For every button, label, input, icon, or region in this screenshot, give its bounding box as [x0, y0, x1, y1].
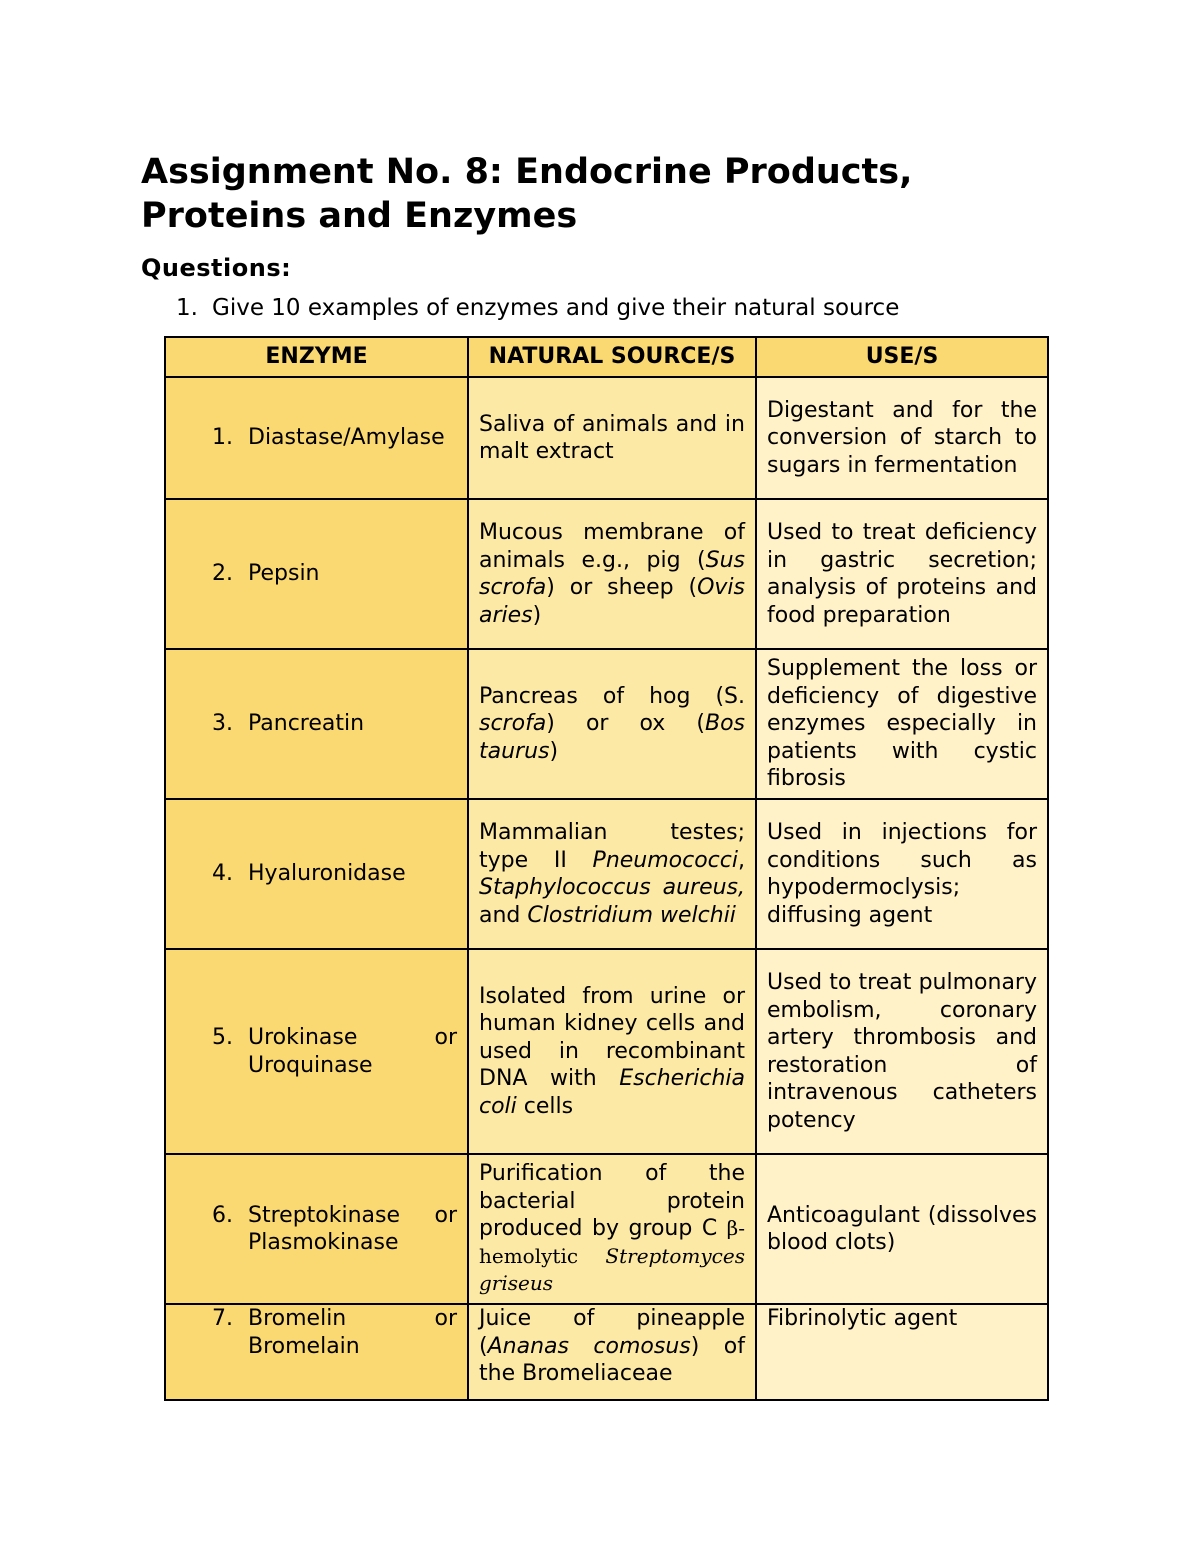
enzyme-name: Streptokinase or Plasmokinase	[248, 1202, 457, 1255]
species-name: Clostridium welchii	[527, 902, 736, 928]
header-source: NATURAL SOURCE/S	[468, 337, 756, 377]
species-name: Streptomyces griseus	[479, 1243, 745, 1296]
enzyme-name: Urokinase or Uroquinase	[248, 1025, 457, 1078]
source-cell	[468, 649, 756, 799]
enzyme-cell	[165, 949, 468, 1154]
page-title	[141, 150, 1101, 238]
source-text: ) or sheep (	[546, 575, 698, 600]
species-name: Staphylococcus aureus,	[479, 875, 745, 900]
table-row	[165, 799, 1048, 949]
enzyme-name: Hyaluronidase	[248, 861, 406, 887]
use-cell: Used in injections for conditions such as hypodermoclysis; diffusing agent	[756, 799, 1048, 949]
question-number: 1.	[176, 295, 198, 321]
row-number: 2.	[212, 561, 233, 587]
table-row	[165, 649, 1048, 799]
question-1	[176, 295, 899, 321]
row-number: 7.	[212, 1306, 233, 1331]
table-row	[165, 499, 1048, 649]
enzyme-cell	[165, 1154, 468, 1304]
use-cell: Fibrinolytic agent	[756, 1304, 1048, 1400]
enzyme-name: Pancreatin	[248, 711, 365, 737]
use-cell: Anticoagulant (dissolves blood clots)	[756, 1154, 1048, 1304]
species-name: Bos taurus	[479, 711, 745, 764]
header-enzyme: ENZYME	[165, 337, 468, 377]
table-row	[165, 377, 1048, 499]
enzyme-cell	[165, 799, 468, 949]
source-cell	[468, 1304, 756, 1400]
source-text: ,	[738, 847, 745, 873]
table-header-row	[165, 337, 1048, 377]
question-text: Give 10 examples of enzymes and give their natural source	[212, 295, 900, 321]
enzyme-cell	[165, 377, 468, 499]
row-number: 4.	[212, 861, 233, 887]
species-name: Escherichia coli	[479, 1066, 745, 1119]
source-text: Mucous membrane of animals e.g., pig (	[479, 520, 745, 573]
title-line-1: Assignment No. 8: Endocrine Products,	[141, 152, 913, 192]
enzyme-name: Diastase/Amylase	[248, 425, 445, 451]
source-text: Isolated from urine or human kidney cells and used in recombinant DNA with	[479, 983, 745, 1092]
source-text: cells	[516, 1093, 574, 1119]
species-name: Sus scrofa	[479, 547, 745, 600]
source-text: ) or ox (	[546, 711, 705, 737]
source-cell	[468, 949, 756, 1154]
enzyme-cell	[165, 649, 468, 799]
source-text: Purification of the bacterial protein produced by group C	[479, 1161, 745, 1242]
species-name: Ananas comosus	[487, 1333, 691, 1359]
enzyme-cell	[165, 1304, 468, 1400]
use-cell: Used to treat deficiency in gastric secretion; analysis of proteins and food preparation	[756, 499, 1048, 649]
table-row	[165, 1304, 1048, 1400]
source-text: Mammalian testes; type II	[479, 820, 745, 873]
table-row	[165, 1154, 1048, 1304]
species-name: Pneumococci	[592, 847, 738, 873]
use-cell: Digestant and for the conversion of starch to sugars in fermentation	[756, 377, 1048, 499]
source-cell: Saliva of animals and in malt extract	[468, 377, 756, 499]
title-line-2: Proteins and Enzymes	[141, 196, 578, 236]
row-number: 3.	[212, 711, 233, 737]
species-name: scrofa	[479, 711, 547, 737]
enzyme-name: Bromelin or Bromelain	[248, 1306, 457, 1359]
source-text: ) of the Bromeliaceae	[479, 1333, 746, 1386]
source-cell	[468, 1154, 756, 1304]
row-number: 6.	[212, 1202, 233, 1228]
source-text: Pancreas of hog (S.	[479, 683, 745, 709]
table-row	[165, 949, 1048, 1154]
row-number: 5.	[212, 1025, 233, 1050]
header-use: USE/S	[756, 337, 1048, 377]
source-cell	[468, 499, 756, 649]
row-number: 1.	[212, 425, 233, 451]
source-text: )	[549, 738, 559, 764]
species-name: Ovis aries	[479, 575, 745, 628]
source-text: Juice of pineapple (	[479, 1306, 745, 1359]
use-cell: Used to treat pulmonary embolism, coronary artery thrombosis and restoration of intravenous catheters potency	[756, 949, 1048, 1154]
source-cell	[468, 799, 756, 949]
enzyme-name: Pepsin	[248, 561, 320, 587]
enzyme-table	[164, 336, 1049, 1401]
use-cell: Supplement the loss or deficiency of digestive enzymes especially in patients with cystic fibrosis	[756, 649, 1048, 799]
source-text: )	[532, 602, 542, 628]
enzyme-cell	[165, 499, 468, 649]
questions-heading: Questions:	[141, 254, 292, 282]
source-text: and	[479, 902, 528, 928]
source-text: β-hemolytic	[479, 1216, 745, 1268]
